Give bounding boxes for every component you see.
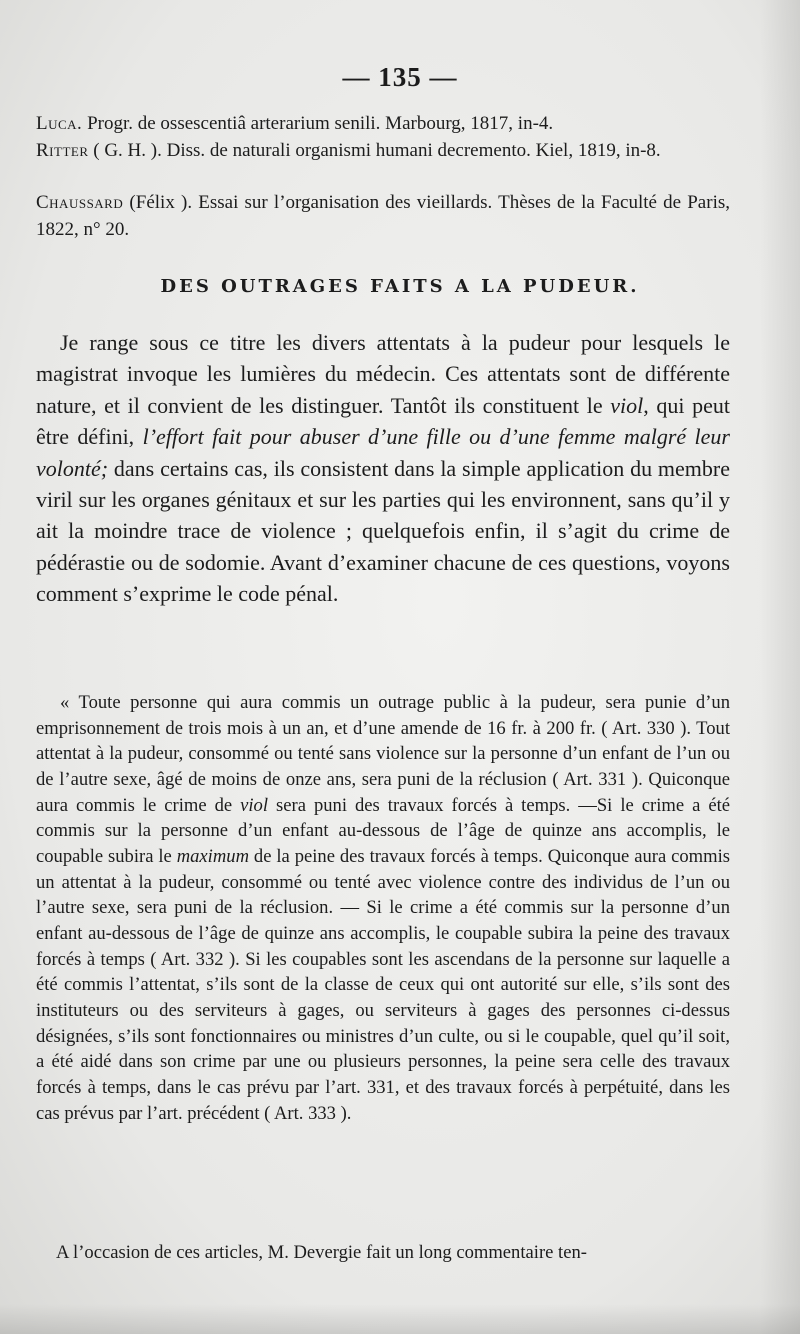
bibliography-author: Luca. bbox=[36, 113, 83, 134]
quote-text-part1: « Toute personne qui aura commis un outrage public à la pudeur, sera punie d’un emprisonnement de trois mois à un an, et d’une amende de 16 fr. à 200 fr. ( Art. 330 ). Tout attentat à la pudeur, consommé ou tenté sans violence sur la personne d’un enfant de l’un ou de l’autre sexe, âgé de moins de onze ans, sera puni de la réclusion ( Art. 331 ). Quiconque aura commis le crime de bbox=[36, 692, 730, 816]
quote-text-part2: sera puni des travaux forcés à temps. —Si le crime a été commis sur la personne d’un enfant au-dessous de l’âge de quinze ans accomplis, le coupable subira le bbox=[36, 794, 730, 867]
page-shadow-right bbox=[760, 0, 800, 1334]
bibliography-text: Progr. de ossescentiâ arterarium senili. Marbourg, 1817, in-4. bbox=[82, 113, 554, 134]
penal-code-quote bbox=[36, 690, 730, 1126]
main-text-part1: Je range sous ce titre les divers attentats à la pudeur pour lesquels le magistrat invoque les lumières du médecin. Ces attentats sont de différente nature, et il convient de les distinguer. Tantôt ils constituent le bbox=[36, 330, 730, 418]
main-definition: l’effort fait pour abuser d’une fille ou d’une femme malgré leur volonté; bbox=[36, 424, 730, 481]
quote-text-part3: de la peine des travaux forcés à temps. Quiconque aura commis un attentat à la pudeur, consommé ou tenté avec violence contre des individus de l’un ou l’autre sexe, sera puni de la réclusion. — Si le crime a été commis sur la personne d’un enfant au-dessous de l’âge de quinze ans accomplis, le coupable subira la peine des travaux forcés à temps ( Art. 332 ). Si les coupables sont les ascendans de la personne sur laquelle a été commis l’attentat, s’ils sont de la classe de ceux qui ont autorité sur elle, s’ils sont des instituteurs ou des serviteurs à gages, ou serviteurs à gages des personnes ci-dessus désignées, s’ils sont fonctionnaires ou ministres d’un culte, ou si le coupable, quel qu’il soit, a été aidé dans son crime par une ou plusieurs personnes, la peine sera celle des travaux forcés à temps, dans le cas prévu par l’art. 331, et des travaux forcés à perpétuité, dans les cas prévus par l’art. précédent ( Art. 333 ). bbox=[36, 845, 730, 1124]
closing-line: A l’occasion de ces articles, M. Devergie fait un long commentaire ten- bbox=[56, 1242, 587, 1263]
quote-term-maximum: maximum bbox=[176, 845, 249, 867]
bibliography-author: Ritter bbox=[36, 140, 89, 161]
bibliography-entry-1 bbox=[36, 110, 730, 137]
page-number: — 135 — bbox=[342, 62, 458, 92]
main-text-part3: dans certains cas, ils consistent dans la simple application du membre viril sur les organes génitaux et sur les parties qui les environnent, sans qu’il y ait la moindre trace de violence ; quelquefois enfin, il s’agit du crime de pédérastie ou de sodomie. Avant d’examiner chacune de ces questions, voyons comment s’exprime le code pénal. bbox=[36, 455, 730, 607]
main-text-part2: , qui peut être défini, bbox=[36, 392, 731, 450]
section-heading: DES OUTRAGES FAITS A LA PUDEUR. bbox=[160, 276, 640, 297]
bibliography-text: ( G. H. ). Diss. de naturali organismi humani decremento. Kiel, 1819, in-8. bbox=[88, 140, 661, 161]
bibliography-author: Chaussard bbox=[36, 192, 124, 213]
main-term-viol: viol bbox=[610, 392, 644, 418]
bibliography-text: (Félix ). Essai sur l’organisation des vieillards. Thèses de la Faculté de Paris, 1822, n° 20. bbox=[36, 192, 730, 240]
page-shadow-bottom bbox=[0, 1304, 800, 1334]
bibliography-entry-3 bbox=[36, 189, 730, 243]
main-paragraph bbox=[36, 327, 730, 610]
quote-term-viol: viol bbox=[240, 794, 269, 816]
bibliography-entry-2 bbox=[36, 137, 730, 164]
